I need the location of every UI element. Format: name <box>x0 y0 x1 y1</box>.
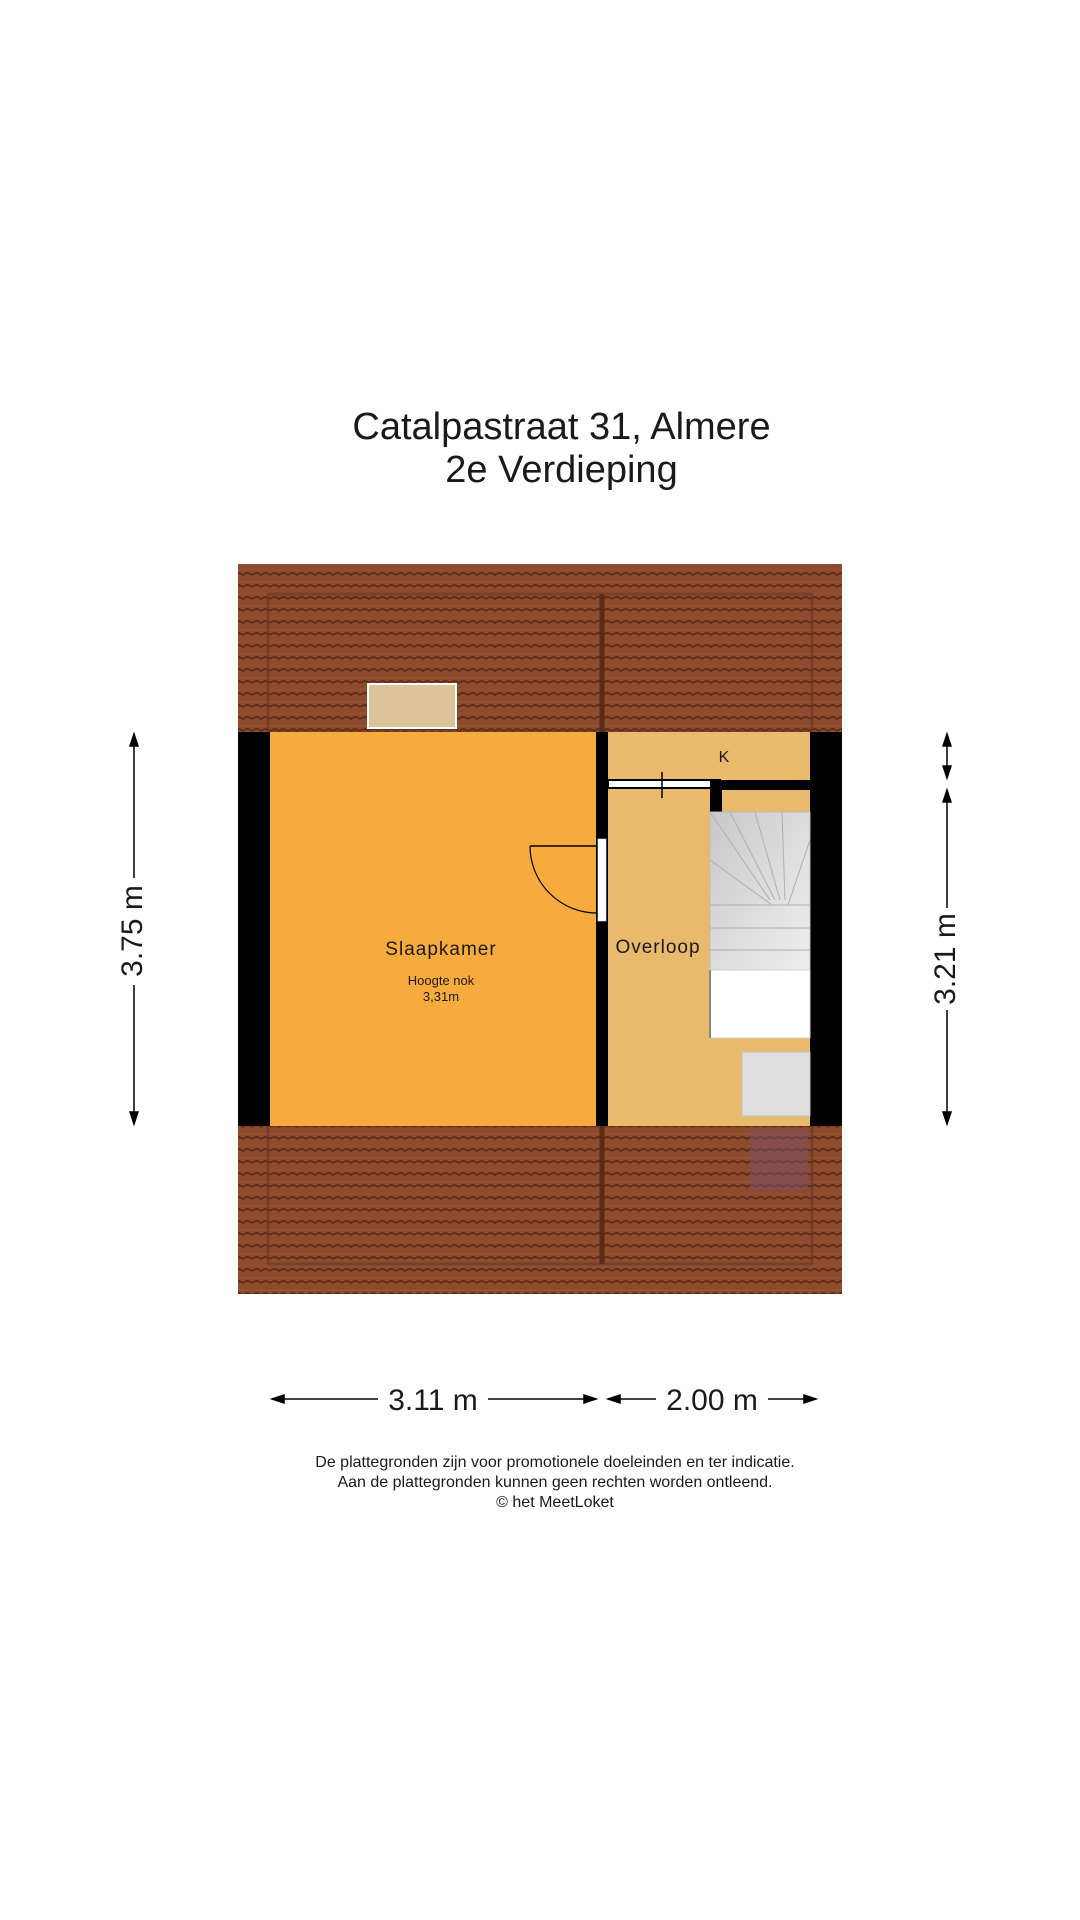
roof-window <box>368 684 456 728</box>
landing-label: Overloop <box>615 937 701 958</box>
disclaimer-line-1: De plattegronden zijn voor promotionele doeleinden en ter indicatie. <box>315 1454 795 1471</box>
bottom-right-width-label: 2.00 m <box>666 1384 758 1417</box>
wall-left <box>238 732 270 1126</box>
closet-label: K <box>718 749 730 766</box>
address-title: Catalpastraat 31, Almere <box>352 406 771 448</box>
wall-middle <box>596 732 608 1126</box>
staircase <box>710 812 810 1038</box>
roof-top <box>238 564 842 732</box>
bottom-left-width-label: 3.11 m <box>388 1384 478 1417</box>
disclaimer-line-2: Aan de plattegronden kunnen geen rechten worden ontleend. <box>337 1474 773 1491</box>
bedroom-label: Slaapkamer <box>385 939 497 960</box>
left-height-label: 3.75 m <box>115 885 149 977</box>
bedroom-ridge-height-value: 3,31m <box>422 989 460 1004</box>
landing-cabinet <box>742 1052 810 1116</box>
closet-floor <box>608 732 810 780</box>
bedroom-floor <box>270 732 596 1126</box>
floor-title: 2e Verdieping <box>445 449 678 491</box>
right-height-label: 3.21 m <box>928 913 962 1005</box>
wall-right <box>810 732 842 1126</box>
roof-hatch <box>750 1130 808 1190</box>
bedroom-ridge-height-label: Hoogte nok <box>407 973 475 988</box>
copyright-line: © het MeetLoket <box>496 1494 614 1511</box>
